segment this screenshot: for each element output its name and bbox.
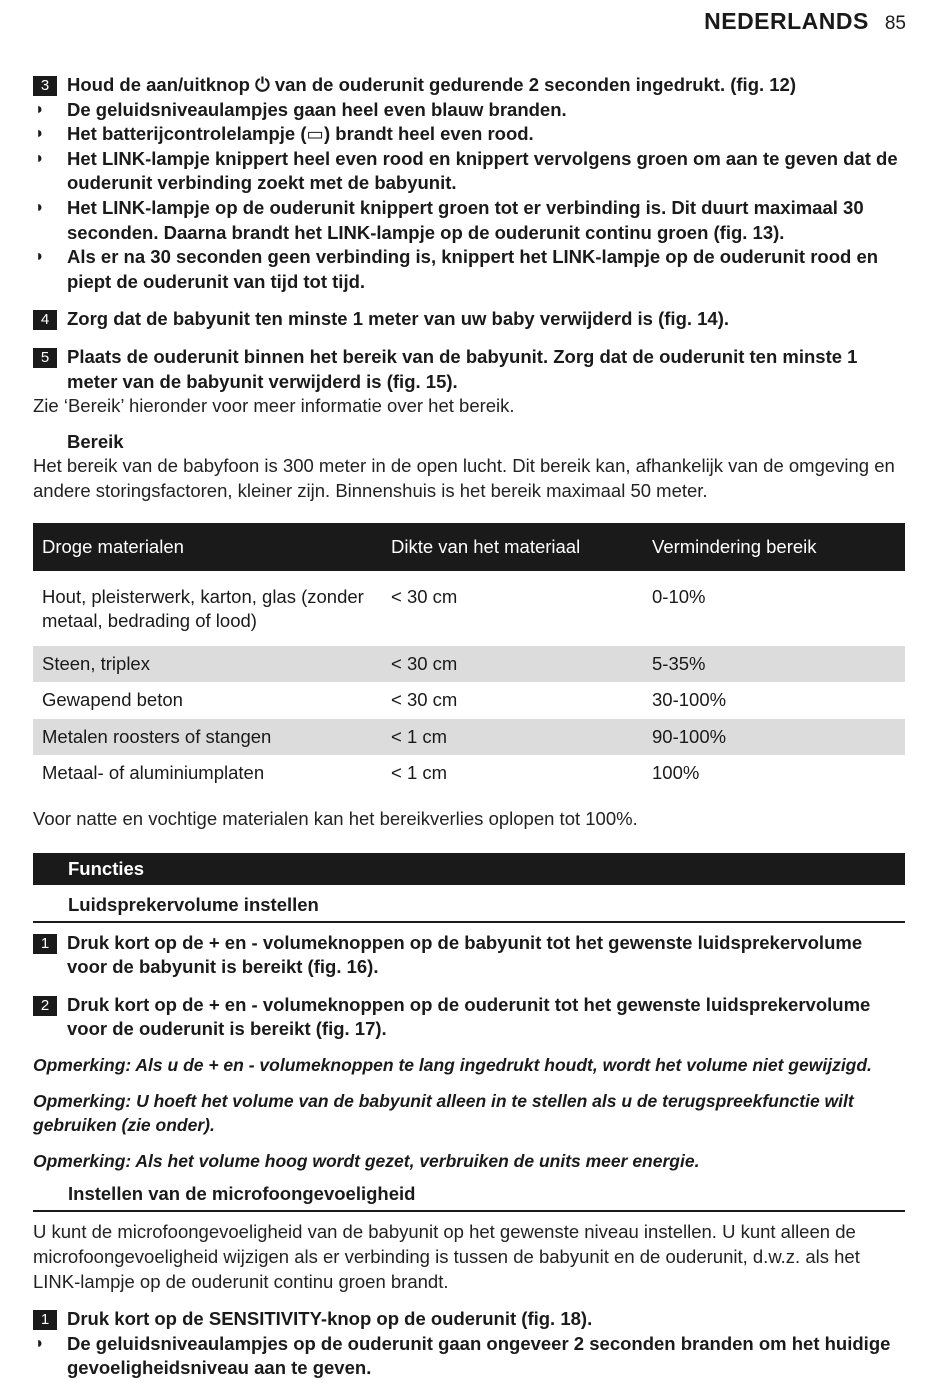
step-text: Plaats de ouderunit binnen het bereik van de babyunit. Zorg dat de ouderunit ten minste 1 meter van de babyunit verwijderd is (fig. 15). [67,345,858,392]
table-header-row [33,523,905,571]
document-body [33,73,905,1381]
table-cell: Steen, triplex [33,646,382,683]
table-row [33,646,905,683]
bullet-text: De geluidsniveaulampjes op de ouderunit gaan ongeveer 2 seconden branden om het huidige gevoeligheidsniveau aan te geven. [67,1332,891,1379]
step-text: Houd de aan/uitknop ⏻ van de ouderunit gedurende 2 seconden ingedrukt. (fig. 12) [67,74,797,95]
table-cell: < 1 cm [382,719,643,756]
step-text: Zorg dat de babyunit ten minste 1 meter van uw baby verwijderd is (fig. 14). [67,308,730,330]
volume-heading: Luidsprekervolume instellen [33,893,905,923]
step-3 [33,73,905,98]
table-cell: Metaal- of aluminiumplaten [42,762,265,784]
bullet-icon: ◗ [35,125,45,143]
table-cell: Hout, pleisterwerk, karton, glas (zonder metaal, bedrading of lood) [42,585,364,632]
section-title-functies: Functies [33,853,905,885]
table-cell: 30-100% [652,689,727,711]
step-number: 4 [33,310,57,330]
page-header [704,8,906,35]
table-cell: 0-10% [652,585,706,607]
bereik-text: Het bereik van de babyfoon is 300 meter in de open lucht. Dit bereik kan, afhankelijk van de omgeving en andere storingsfactoren, kleiner zijn. Binnenshuis is het bereik maximaal 50 meter. [33,455,895,501]
step-number: 1 [33,934,57,954]
table-cell: 90-100% [643,719,905,756]
table-cell: 100% [652,762,700,784]
step-text: Druk kort op de SENSITIVITY-knop op de ouderunit (fig. 18). [67,1308,593,1330]
column-header: Vermindering bereik [643,523,905,571]
bullet-icon: ◗ [35,100,45,118]
bullet-text: Als er na 30 seconden geen verbinding is, knippert het LINK-lampje op de ouderunit rood en piept de ouderunit van tijd tot tijd. [67,246,879,292]
step-5 [33,345,905,394]
note: Opmerking: Als het volume hoog wordt gezet, verbruiken de units meer energie. [33,1150,700,1171]
step-number: 3 [33,76,57,96]
note: Opmerking: U hoeft het volume van de babyunit alleen in te stellen als u de terugspreekfunctie wilt gebruiken (zie onder). [33,1090,854,1136]
bullet-item [33,245,905,294]
bullet-icon: ◗ [35,1334,45,1352]
step-text: Druk kort op de + en - volumeknoppen op de ouderunit tot het gewenste luidsprekervolume voor de ouderunit is bereikt (fig. 17). [67,993,871,1040]
table-cell: < 1 cm [391,762,448,784]
step-number: 5 [33,348,57,368]
step-text: Druk kort op de + en - volumeknoppen op de babyunit tot het gewenste luidsprekervolume voor de babyunit is bereikt (fig. 16). [67,931,863,978]
step-number: 2 [33,996,57,1016]
table-row [33,571,905,646]
bereik-heading: Bereik [67,430,124,452]
table-cell: < 30 cm [391,689,458,711]
table-cell: < 30 cm [382,646,643,683]
wet-materials-note: Voor natte en vochtige materialen kan het bereikverlies oplopen tot 100%. [33,808,638,830]
mic-step-1 [33,1307,905,1332]
column-header: Dikte van het materiaal [382,523,643,571]
table-cell: 5-35% [643,646,905,683]
step-4 [33,307,905,332]
bullet-text: Het LINK-lampje op de ouderunit knippert groen tot er verbinding is. Dit duurt maximaal 30 seconden. Daarna brandt het LINK-lampje op de ouderunit continu groen (fig. 13). [67,196,864,243]
bullet-item [33,98,905,123]
bullet-icon: ◗ [35,248,45,266]
table-cell: Metalen roosters of stangen [33,719,382,756]
bullet-item [33,196,905,245]
bullet-text: De geluidsniveaulampjes gaan heel even blauw branden. [67,98,567,120]
range-reference: Zie ‘Bereik’ hieronder voor meer informatie over het bereik. [33,395,515,417]
mic-heading: Instellen van de microfoongevoeligheid [33,1182,905,1212]
bullet-item [33,1332,905,1381]
bullet-icon: ◗ [35,198,45,216]
language-label: NEDERLANDS [704,8,869,34]
table-row [33,682,905,719]
bullet-item [33,122,905,147]
volume-step-1 [33,931,905,980]
bullet-text: Het LINK-lampje knippert heel even rood en knippert vervolgens groen om aan te geven dat de ouderunit verbinding zoekt met de babyunit. [67,147,898,194]
bullet-item [33,147,905,196]
table-row [33,755,905,792]
table-row [33,719,905,756]
bullet-text: Het batterijcontrolelampje (▭) brandt heel even rood. [67,123,534,145]
materials-table [33,523,905,793]
page-number: 85 [884,13,906,34]
note: Opmerking: Als u de + en - volumeknoppen te lang ingedrukt houdt, wordt het volume niet gewijzigd. [33,1055,872,1076]
bullet-icon: ◗ [35,149,45,167]
table-cell: < 30 cm [391,585,458,607]
table-cell: Gewapend beton [42,689,183,711]
column-header: Droge materialen [33,523,382,571]
step-number: 1 [33,1310,57,1330]
mic-text: U kunt de microfoongevoeligheid van de babyunit op het gewenste niveau instellen. U kunt alleen de microfoongevoeligheid wijzigen als er verbinding is tussen de babyunit en de ouderunit, d.w.z. als het LINK-lampje op de ouderunit continu groen brandt. [33,1221,860,1292]
volume-step-2 [33,993,905,1042]
